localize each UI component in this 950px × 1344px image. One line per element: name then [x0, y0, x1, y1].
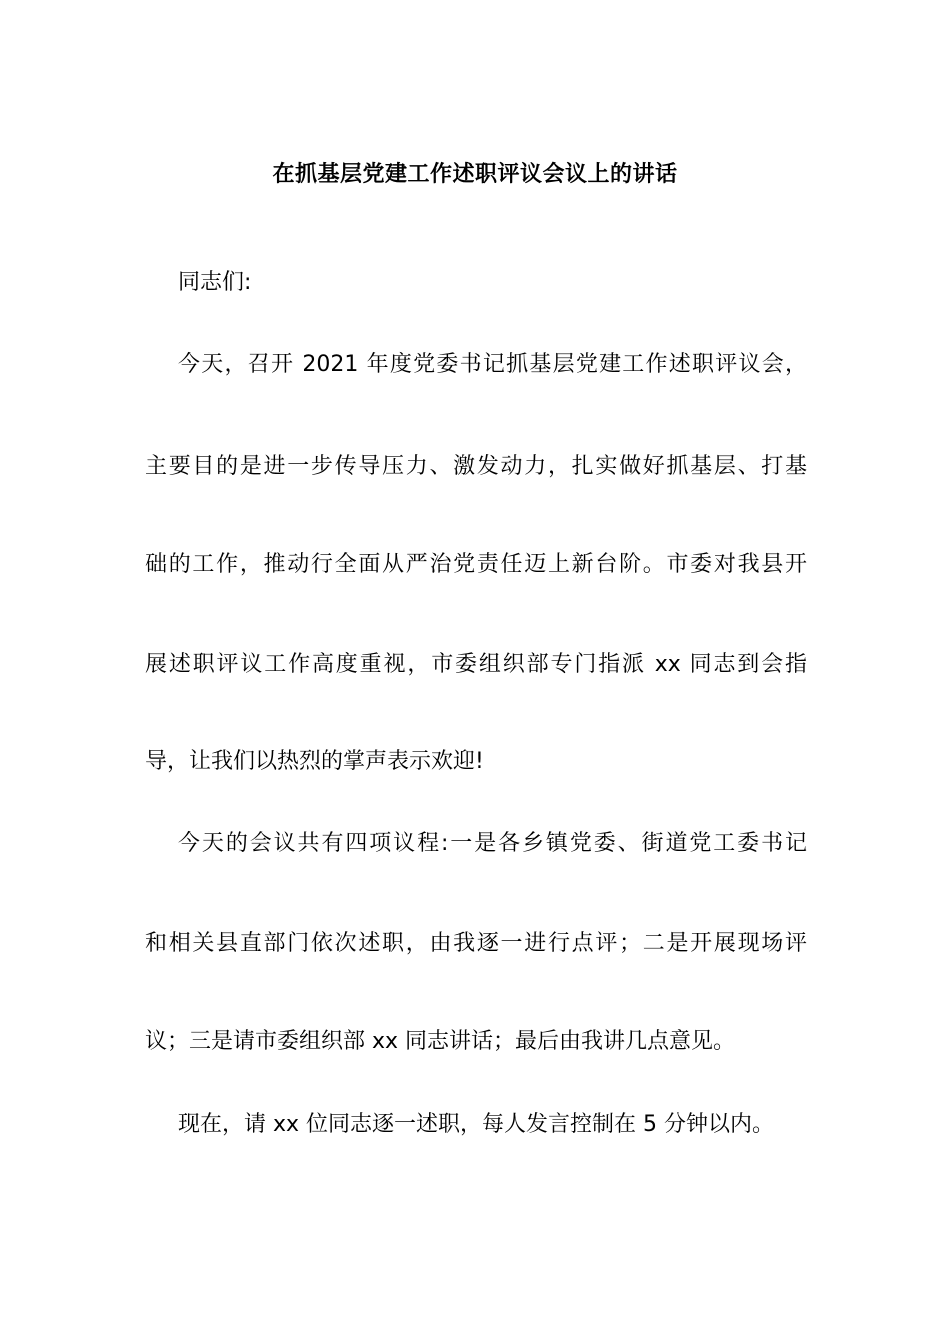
document-title: 在抓基层党建工作述职评议会议上的讲话 — [272, 162, 678, 187]
salutation: 同志们: — [178, 270, 252, 295]
paragraph-1-line-2: 主要目的是进一步传导压力、激发动力，扎实做好抓基层、打基 — [145, 454, 807, 479]
paragraph-2-line-3: 议；三是请市委组织部 xx 同志讲话；最后由我讲几点意见。 — [145, 1029, 736, 1054]
paragraph-2-line-2: 和相关县直部门依次述职，由我逐一进行点评；二是开展现场评 — [145, 931, 807, 956]
paragraph-3-line-1: 现在，请 xx 位同志逐一述职，每人发言控制在 5 分钟以内。 — [178, 1112, 775, 1137]
paragraph-1-line-4: 展述职评议工作高度重视，市委组织部专门指派 xx 同志到会指 — [145, 652, 807, 677]
paragraph-1-line-1: 今天，召开 2021 年度党委书记抓基层党建工作述职评议会， — [178, 352, 807, 377]
paragraph-1-line-3: 础的工作，推动行全面从严治党责任迈上新台阶。市委对我县开 — [145, 552, 807, 577]
paragraph-1-line-5: 导，让我们以热烈的掌声表示欢迎! — [145, 749, 484, 774]
paragraph-2-line-1: 今天的会议共有四项议程:一是各乡镇党委、街道党工委书记 — [178, 831, 807, 856]
